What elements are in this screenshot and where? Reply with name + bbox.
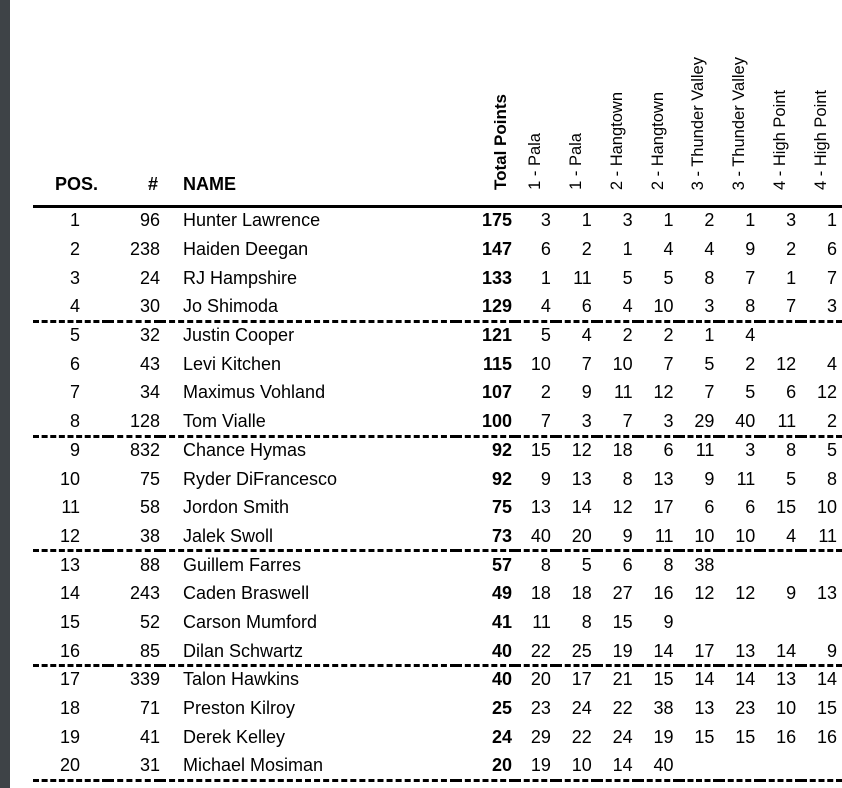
rider-name-cell: Levi Kitchen bbox=[183, 353, 282, 374]
race-result-cell: 3 bbox=[540, 210, 551, 231]
race-result-cell: 19 bbox=[597, 637, 638, 666]
race-result-cell: 14 bbox=[760, 637, 801, 666]
position-cell: 20 bbox=[33, 752, 108, 781]
race-result-cell: 11 bbox=[736, 468, 756, 489]
col-header-pos bbox=[33, 0, 108, 207]
race-result-cell: 15 bbox=[776, 497, 797, 518]
race-result-cell: 8 bbox=[826, 468, 837, 489]
race-result-cell: 4 bbox=[597, 293, 638, 322]
col-header-race-1 bbox=[515, 0, 556, 207]
rider-number-cell: 30 bbox=[108, 293, 160, 322]
rider-number-cell: 238 bbox=[129, 239, 160, 260]
race-header-label: 1 - Pala bbox=[566, 133, 585, 190]
total-points-cell: 25 bbox=[491, 698, 512, 719]
position-cell: 14 bbox=[59, 583, 80, 604]
race-result-cell: 6 bbox=[556, 293, 597, 322]
race-result-cell: 9 bbox=[581, 382, 592, 403]
race-result-cell: 5 bbox=[581, 554, 592, 575]
race-result-cell: 10 bbox=[816, 497, 837, 518]
rider-number-cell: 339 bbox=[129, 669, 160, 690]
race-result-cell: 25 bbox=[556, 637, 597, 666]
race-result-cell: 12 bbox=[571, 439, 592, 460]
position-cell: 2 bbox=[69, 239, 80, 260]
rider-number-cell: 96 bbox=[139, 210, 160, 231]
race-result-cell: 1 bbox=[581, 210, 592, 231]
table-row bbox=[33, 666, 842, 695]
race-header-label: 2 - Hangtown bbox=[607, 91, 626, 190]
total-points-cell: 107 bbox=[481, 382, 512, 403]
position-cell: 13 bbox=[59, 554, 80, 575]
race-result-cell: 3 bbox=[679, 293, 720, 322]
rider-number-cell: 24 bbox=[139, 267, 160, 288]
race-result-cell: 40 bbox=[638, 752, 679, 781]
race-result-cell: 5 bbox=[826, 439, 837, 460]
total-points-cell: 129 bbox=[456, 293, 515, 322]
race-result-cell: 14 bbox=[735, 669, 756, 690]
table-row bbox=[33, 207, 842, 236]
race-result-cell: 10 bbox=[719, 522, 760, 551]
rider-number-cell: 58 bbox=[139, 497, 160, 518]
race-result-cell: 4 bbox=[704, 239, 715, 260]
race-header-label: 4 - High Point bbox=[812, 90, 831, 190]
rider-name-cell: Tom Vialle bbox=[160, 407, 456, 436]
total-points-cell: 75 bbox=[491, 497, 512, 518]
race-result-cell: 1 bbox=[663, 210, 674, 231]
race-result-cell bbox=[679, 752, 720, 781]
race-result-cell: 6 bbox=[786, 382, 797, 403]
race-result-cell: 3 bbox=[801, 293, 842, 322]
race-result-cell: 11 bbox=[695, 439, 715, 460]
race-result-cell: 8 bbox=[704, 267, 715, 288]
race-result-cell: 9 bbox=[540, 468, 551, 489]
total-points-cell: 147 bbox=[481, 239, 512, 260]
race-result-cell: 4 bbox=[581, 325, 592, 346]
race-result-cell: 3 bbox=[556, 407, 597, 436]
race-result-cell: 22 bbox=[571, 726, 592, 747]
race-result-cell: 14 bbox=[694, 669, 715, 690]
rider-number-cell: 41 bbox=[139, 726, 160, 747]
race-header-label: 4 - High Point bbox=[771, 90, 790, 190]
race-result-cell: 11 bbox=[532, 611, 551, 632]
race-result-cell: 15 bbox=[694, 726, 715, 747]
table-row bbox=[33, 293, 842, 322]
race-result-cell: 10 bbox=[638, 293, 679, 322]
race-result-cell: 15 bbox=[530, 439, 551, 460]
race-result-cell: 8 bbox=[622, 468, 633, 489]
race-result-cell: 7 bbox=[760, 293, 801, 322]
position-cell: 4 bbox=[33, 293, 108, 322]
rider-name-cell: RJ Hampshire bbox=[183, 267, 298, 288]
race-result-cell: 4 bbox=[515, 293, 556, 322]
race-result-cell: 1 bbox=[704, 325, 715, 346]
race-result-cell: 13 bbox=[816, 583, 837, 604]
race-result-cell: 11 bbox=[573, 267, 592, 288]
race-result-cell: 6 bbox=[540, 239, 551, 260]
race-result-cell: 10 bbox=[679, 522, 720, 551]
race-result-cell: 17 bbox=[571, 669, 592, 690]
race-result-cell: 24 bbox=[571, 698, 592, 719]
col-header-race-4 bbox=[638, 0, 679, 207]
table-row bbox=[33, 551, 842, 580]
rider-number-cell: 832 bbox=[129, 439, 160, 460]
race-result-cell: 14 bbox=[638, 637, 679, 666]
table-row bbox=[33, 752, 842, 781]
race-result-cell: 8 bbox=[719, 293, 760, 322]
race-result-cell bbox=[760, 321, 801, 350]
table-row bbox=[33, 608, 842, 637]
race-result-cell: 8 bbox=[663, 554, 674, 575]
race-result-cell: 2 bbox=[745, 353, 756, 374]
race-result-cell: 23 bbox=[530, 698, 551, 719]
total-points-cell: 24 bbox=[491, 726, 512, 747]
rider-number-cell: 38 bbox=[108, 522, 160, 551]
race-result-cell: 8 bbox=[581, 611, 592, 632]
race-result-cell: 5 bbox=[622, 267, 633, 288]
position-cell: 5 bbox=[69, 325, 80, 346]
position-cell: 1 bbox=[69, 210, 80, 231]
table-row bbox=[33, 579, 842, 608]
race-result-cell: 11 bbox=[638, 522, 679, 551]
race-result-cell bbox=[719, 608, 760, 637]
race-result-cell: 22 bbox=[612, 698, 633, 719]
total-points-cell: 49 bbox=[491, 583, 512, 604]
race-result-cell: 6 bbox=[704, 497, 715, 518]
race-result-cell: 9 bbox=[801, 637, 842, 666]
total-points-cell: 92 bbox=[491, 468, 512, 489]
race-header-label: 3 - Thunder Valley bbox=[689, 56, 708, 190]
race-result-cell: 38 bbox=[653, 698, 674, 719]
race-result-cell: 4 bbox=[760, 522, 801, 551]
rider-number-cell: 34 bbox=[139, 382, 160, 403]
race-result-cell: 16 bbox=[776, 726, 797, 747]
position-cell: 12 bbox=[33, 522, 108, 551]
race-result-cell: 7 bbox=[745, 267, 756, 288]
rider-number-cell: 243 bbox=[129, 583, 160, 604]
rider-name-cell: Ryder DiFrancesco bbox=[183, 468, 338, 489]
total-points-cell: 121 bbox=[481, 325, 512, 346]
race-result-cell: 12 bbox=[612, 497, 633, 518]
race-result-cell bbox=[760, 752, 801, 781]
race-result-cell: 13 bbox=[719, 637, 760, 666]
position-cell: 3 bbox=[69, 267, 80, 288]
race-result-cell: 20 bbox=[530, 669, 551, 690]
col-header-race-6 bbox=[719, 0, 760, 207]
rider-number-cell: 31 bbox=[108, 752, 160, 781]
col-header-pos-label: POS. bbox=[55, 174, 99, 194]
race-result-cell: 9 bbox=[786, 583, 797, 604]
race-result-cell: 20 bbox=[556, 522, 597, 551]
race-result-cell: 6 bbox=[826, 239, 837, 260]
race-result-cell: 16 bbox=[816, 726, 837, 747]
race-result-cell: 1 bbox=[540, 267, 551, 288]
race-header-label: 2 - Hangtown bbox=[648, 91, 667, 190]
race-result-cell: 5 bbox=[745, 382, 756, 403]
race-result-cell: 3 bbox=[638, 407, 679, 436]
rider-name-cell: Hunter Lawrence bbox=[183, 210, 321, 231]
race-result-cell: 11 bbox=[801, 522, 842, 551]
rider-name-cell: Jo Shimoda bbox=[160, 293, 456, 322]
position-cell: 11 bbox=[61, 497, 80, 518]
race-result-cell bbox=[801, 551, 842, 580]
col-header-race-7 bbox=[760, 0, 801, 207]
rider-number-cell: 85 bbox=[108, 637, 160, 666]
race-result-cell: 2 bbox=[786, 239, 797, 260]
race-result-cell: 15 bbox=[612, 611, 633, 632]
race-result-cell: 10 bbox=[530, 353, 551, 374]
race-result-cell: 7 bbox=[597, 407, 638, 436]
total-points-cell: 115 bbox=[482, 353, 512, 374]
rider-name-cell: Preston Kilroy bbox=[183, 698, 296, 719]
race-result-cell: 10 bbox=[612, 353, 633, 374]
race-header-label: 3 - Thunder Valley bbox=[730, 56, 749, 190]
rider-name-cell: Talon Hawkins bbox=[183, 669, 300, 690]
col-header-total-points bbox=[456, 0, 515, 207]
position-cell: 6 bbox=[69, 353, 80, 374]
rider-number-cell: 71 bbox=[139, 698, 160, 719]
race-result-cell: 9 bbox=[597, 522, 638, 551]
rider-number-cell: 52 bbox=[139, 611, 160, 632]
col-header-name bbox=[160, 0, 456, 207]
position-cell: 18 bbox=[59, 698, 80, 719]
col-header-name-label: NAME bbox=[183, 174, 236, 194]
rider-name-cell: Carson Mumford bbox=[183, 611, 318, 632]
table-row bbox=[33, 493, 842, 522]
race-result-cell: 8 bbox=[786, 439, 797, 460]
col-header-race-3 bbox=[597, 0, 638, 207]
race-result-cell: 7 bbox=[663, 353, 674, 374]
race-result-cell: 9 bbox=[704, 468, 715, 489]
race-result-cell: 12 bbox=[653, 382, 674, 403]
race-result-cell: 13 bbox=[776, 669, 797, 690]
total-points-cell: 41 bbox=[491, 611, 512, 632]
race-result-cell: 18 bbox=[612, 439, 633, 460]
race-result-cell: 15 bbox=[816, 698, 837, 719]
race-result-cell: 14 bbox=[571, 497, 592, 518]
race-result-cell: 1 bbox=[826, 210, 837, 231]
race-result-cell: 11 bbox=[760, 407, 801, 436]
total-points-cell: 40 bbox=[456, 637, 515, 666]
race-result-cell: 12 bbox=[735, 583, 756, 604]
col-header-number-label: # bbox=[147, 174, 158, 194]
race-result-cell: 17 bbox=[679, 637, 720, 666]
race-result-cell: 38 bbox=[694, 554, 715, 575]
race-result-cell: 4 bbox=[663, 239, 674, 260]
race-result-cell: 2 bbox=[663, 325, 674, 346]
race-result-cell: 5 bbox=[663, 267, 674, 288]
total-points-cell: 73 bbox=[456, 522, 515, 551]
race-result-cell: 2 bbox=[540, 382, 551, 403]
position-cell: 8 bbox=[33, 407, 108, 436]
rider-name-cell: Derek Kelley bbox=[183, 726, 286, 747]
race-result-cell bbox=[801, 752, 842, 781]
col-header-race-8 bbox=[801, 0, 842, 207]
race-result-cell: 5 bbox=[786, 468, 797, 489]
rider-number-cell: 43 bbox=[139, 353, 160, 374]
rider-name-cell: Justin Cooper bbox=[183, 325, 295, 346]
table-row bbox=[33, 321, 842, 350]
race-result-cell bbox=[760, 608, 801, 637]
race-result-cell: 24 bbox=[612, 726, 633, 747]
table-row bbox=[33, 350, 842, 379]
race-result-cell: 1 bbox=[745, 210, 756, 231]
rider-number-cell: 88 bbox=[139, 554, 160, 575]
race-result-cell: 4 bbox=[745, 325, 756, 346]
race-result-cell: 21 bbox=[612, 669, 633, 690]
race-result-cell: 18 bbox=[571, 583, 592, 604]
race-result-cell: 7 bbox=[515, 407, 556, 436]
position-cell: 17 bbox=[59, 669, 80, 690]
total-points-cell: 57 bbox=[491, 554, 512, 575]
table-row bbox=[33, 264, 842, 293]
table-row bbox=[33, 379, 842, 408]
rider-name-cell: Guillem Farres bbox=[183, 554, 302, 575]
race-result-cell: 12 bbox=[776, 353, 797, 374]
race-result-cell: 8 bbox=[540, 554, 551, 575]
rider-name-cell: Haiden Deegan bbox=[183, 239, 309, 260]
race-result-cell: 7 bbox=[704, 382, 715, 403]
header-row bbox=[33, 0, 842, 207]
race-result-cell: 10 bbox=[556, 752, 597, 781]
total-points-header-label: Total Points bbox=[491, 93, 511, 190]
race-result-cell: 13 bbox=[653, 468, 674, 489]
race-result-cell: 14 bbox=[597, 752, 638, 781]
race-result-cell: 22 bbox=[515, 637, 556, 666]
table-row bbox=[33, 637, 842, 666]
race-result-cell: 29 bbox=[679, 407, 720, 436]
total-points-cell: 20 bbox=[456, 752, 515, 781]
race-result-cell: 27 bbox=[612, 583, 633, 604]
race-result-cell: 3 bbox=[745, 439, 756, 460]
race-result-cell: 13 bbox=[694, 698, 715, 719]
race-result-cell: 9 bbox=[745, 239, 756, 260]
race-result-cell bbox=[719, 551, 760, 580]
race-result-cell: 2 bbox=[704, 210, 715, 231]
race-result-cell bbox=[801, 321, 842, 350]
table-row bbox=[33, 235, 842, 264]
rider-name-cell: Jalek Swoll bbox=[160, 522, 456, 551]
rider-name-cell: Jordon Smith bbox=[183, 497, 290, 518]
race-result-cell bbox=[719, 752, 760, 781]
rider-name-cell: Chance Hymas bbox=[183, 439, 307, 460]
total-points-cell: 92 bbox=[491, 439, 512, 460]
position-cell: 15 bbox=[59, 611, 80, 632]
race-result-cell: 17 bbox=[653, 497, 674, 518]
race-result-cell: 13 bbox=[571, 468, 592, 489]
position-cell: 19 bbox=[59, 726, 80, 747]
race-result-cell: 19 bbox=[515, 752, 556, 781]
col-header-number bbox=[108, 0, 160, 207]
position-cell: 16 bbox=[33, 637, 108, 666]
standings-table bbox=[33, 0, 842, 782]
col-header-race-2 bbox=[556, 0, 597, 207]
rider-name-cell: Dilan Schwartz bbox=[160, 637, 456, 666]
race-result-cell: 2 bbox=[622, 325, 633, 346]
race-result-cell bbox=[679, 608, 720, 637]
position-cell: 10 bbox=[59, 468, 80, 489]
race-result-cell: 7 bbox=[581, 353, 592, 374]
rider-number-cell: 32 bbox=[139, 325, 160, 346]
race-result-cell: 5 bbox=[540, 325, 551, 346]
race-result-cell: 14 bbox=[816, 669, 837, 690]
race-result-cell: 15 bbox=[653, 669, 674, 690]
left-edge-bar bbox=[0, 0, 10, 788]
table-row bbox=[33, 465, 842, 494]
race-result-cell: 2 bbox=[801, 407, 842, 436]
table-row bbox=[33, 694, 842, 723]
race-result-cell: 40 bbox=[719, 407, 760, 436]
race-result-cell: 12 bbox=[816, 382, 837, 403]
total-points-cell: 175 bbox=[481, 210, 512, 231]
race-result-cell: 3 bbox=[622, 210, 633, 231]
table-row bbox=[33, 522, 842, 551]
race-result-cell bbox=[760, 551, 801, 580]
race-result-cell: 5 bbox=[704, 353, 715, 374]
race-result-cell: 7 bbox=[826, 267, 837, 288]
race-result-cell: 1 bbox=[622, 239, 633, 260]
total-points-cell: 133 bbox=[481, 267, 512, 288]
rider-number-cell: 75 bbox=[139, 468, 160, 489]
race-result-cell bbox=[801, 608, 842, 637]
race-result-cell: 2 bbox=[581, 239, 592, 260]
position-cell: 9 bbox=[69, 439, 80, 460]
rider-name-cell: Caden Braswell bbox=[183, 583, 310, 604]
race-result-cell: 9 bbox=[663, 611, 674, 632]
race-result-cell: 12 bbox=[694, 583, 715, 604]
race-header-label: 1 - Pala bbox=[525, 133, 544, 190]
rider-number-cell: 128 bbox=[108, 407, 160, 436]
total-points-cell: 100 bbox=[456, 407, 515, 436]
race-result-cell: 10 bbox=[776, 698, 797, 719]
race-result-cell: 3 bbox=[786, 210, 797, 231]
race-result-cell: 15 bbox=[735, 726, 756, 747]
race-result-cell: 18 bbox=[530, 583, 551, 604]
race-result-cell: 23 bbox=[735, 698, 756, 719]
race-result-cell: 19 bbox=[653, 726, 674, 747]
table-row bbox=[33, 407, 842, 436]
race-result-cell: 6 bbox=[663, 439, 674, 460]
race-result-cell: 6 bbox=[745, 497, 756, 518]
rider-name-cell: Maximus Vohland bbox=[183, 382, 326, 403]
race-result-cell: 11 bbox=[613, 382, 633, 403]
race-result-cell: 29 bbox=[530, 726, 551, 747]
race-result-cell: 1 bbox=[786, 267, 797, 288]
total-points-cell: 40 bbox=[491, 669, 512, 690]
race-result-cell: 4 bbox=[826, 353, 837, 374]
race-result-cell: 16 bbox=[653, 583, 674, 604]
race-result-cell: 6 bbox=[622, 554, 633, 575]
table-row bbox=[33, 723, 842, 752]
position-cell: 7 bbox=[69, 382, 80, 403]
rider-name-cell: Michael Mosiman bbox=[160, 752, 456, 781]
table-row bbox=[33, 436, 842, 465]
race-result-cell: 40 bbox=[515, 522, 556, 551]
col-header-race-5 bbox=[679, 0, 720, 207]
standings-body bbox=[33, 207, 842, 781]
race-result-cell: 13 bbox=[530, 497, 551, 518]
